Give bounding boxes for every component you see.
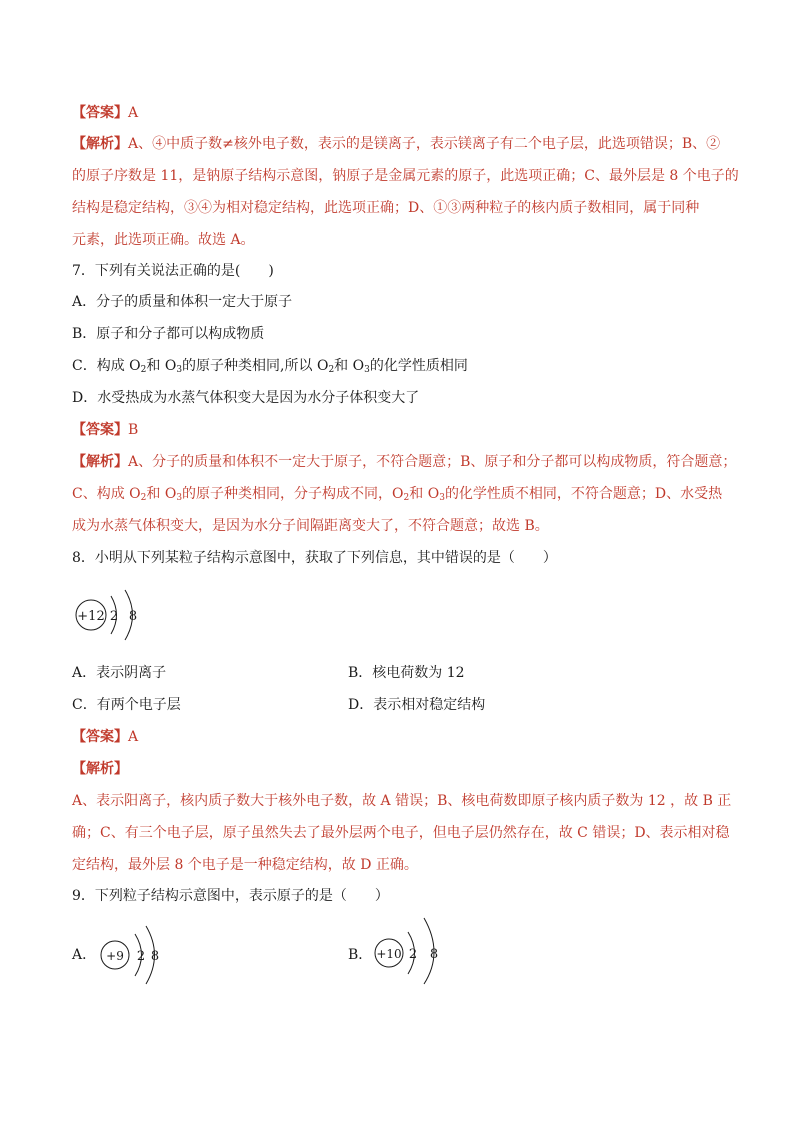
nucleus-charge: +10: [376, 947, 402, 961]
answer-tag: 【答案】: [72, 105, 128, 121]
nucleus-charge: +9: [106, 949, 124, 963]
shell-electron-count: 8: [429, 947, 439, 962]
subscript: 3: [176, 493, 183, 503]
text: 的原子种类相同，分子构成不同，O: [182, 486, 404, 502]
q6-analysis-line: 的原子序数是 11，是钠原子结构示意图，钠原子是金属元素的原子，此选项正确；C、最外层是 8 个电子的: [72, 168, 739, 184]
shell-electron-count: 2: [109, 609, 119, 624]
q7-stem: 7．下列有关说法正确的是( ): [72, 263, 274, 279]
subscript: 3: [439, 493, 445, 503]
q8-atom-structure-diagram: [72, 588, 152, 648]
analysis-text: A、④中质子数≠核外电子数，表示的是镁离子，表示镁离子有二个电子层，此选项错误；B、②: [128, 136, 721, 152]
answer-value: B: [128, 422, 139, 438]
q7-analysis-line: [72, 452, 737, 472]
analysis-tag: 【解析】: [72, 761, 128, 777]
q6-analysis-line: [72, 134, 732, 154]
q8-stem: 8．小明从下列某粒子结构示意图中，获取了下列信息，其中错误的是（ ）: [72, 550, 557, 566]
answer-value: A: [128, 105, 139, 121]
subscript: 2: [328, 365, 335, 375]
analysis-tag: 【解析】: [72, 136, 128, 152]
shell-electron-count: 8: [128, 609, 138, 624]
answer-value: A: [128, 729, 139, 745]
q9-option-b-label: B．: [348, 947, 373, 963]
q7-option-a: A．分子的质量和体积一定大于原子: [72, 294, 293, 310]
q6-analysis-line: 结构是稳定结构，③④为相对稳定结构，此选项正确；D、①③两种粒子的核内质子数相同，属于同种: [72, 200, 700, 216]
q9-option-a-diagram: [98, 922, 178, 986]
q7-analysis-line: [72, 484, 732, 504]
subscript: 3: [364, 365, 370, 375]
q8-analysis-tag-line: [72, 759, 732, 779]
text: C、构成 O: [72, 486, 141, 502]
q8-analysis-line: 确；C、有三个电子层，原子虽然失去了最外层两个电子，但电子层仍然存在，故 C 错误；D、表示相对稳: [72, 825, 730, 841]
subscript: 3: [176, 365, 183, 375]
text: C．构成 O: [72, 358, 141, 374]
q8-answer-line: [72, 727, 732, 747]
text: 和 O: [409, 486, 440, 502]
subscript: 2: [140, 493, 147, 503]
text: 的化学性质相同: [369, 358, 468, 374]
shell-electron-count: 2: [136, 949, 146, 964]
analysis-text: A、分子的质量和体积不一定大于原子，不符合题意；B、原子和分子都可以构成物质，符合题意；: [128, 454, 737, 470]
q7-option-c: [72, 356, 732, 376]
q9-option-b-diagram: [372, 916, 452, 986]
shell-electron-count: 2: [408, 947, 418, 962]
q7-option-d: D．水受热成为水蒸气体积变大是因为水分子体积变大了: [72, 390, 420, 406]
q8-analysis-line: A、表示阳离子，核内质子数大于核外电子数，故 A 错误；B、核电荷数即原子核内质子数为 12 ，故 B 正: [72, 793, 732, 809]
answer-tag: 【答案】: [72, 422, 128, 438]
answer-tag: 【答案】: [72, 729, 128, 745]
text: 的原子种类相同,所以 O: [182, 358, 329, 374]
text: 的化学性质不相同，不符合题意；D、水受热: [444, 486, 723, 502]
subscript: 2: [403, 493, 410, 503]
q9-stem: 9．下列粒子结构示意图中，表示原子的是（ ）: [72, 888, 389, 904]
shell-electron-count: 8: [150, 949, 160, 964]
q9-option-a-label: A．: [72, 947, 97, 963]
q6-answer-line: [72, 103, 732, 123]
text: 和 O: [146, 358, 177, 374]
subscript: 2: [140, 365, 147, 375]
analysis-tag: 【解析】: [72, 454, 128, 470]
q7-answer-line: [72, 420, 732, 440]
q6-analysis-line: 元素，此选项正确。故选 A。: [72, 232, 255, 248]
text: 和 O: [334, 358, 365, 374]
q8-analysis-line: 定结构，最外层 8 个电子是一种稳定结构，故 D 正确。: [72, 857, 418, 873]
nucleus-charge: +12: [77, 609, 105, 624]
q8-option-d: D．表示相对稳定结构: [348, 697, 486, 713]
q8-option-a: A．表示阴离子: [72, 665, 167, 681]
q8-option-c: C．有两个电子层: [72, 697, 181, 713]
q7-option-b: B．原子和分子都可以构成物质: [72, 326, 265, 342]
text: 和 O: [146, 486, 177, 502]
q8-option-b: B．核电荷数为 12: [348, 665, 465, 681]
q7-analysis-line: 成为水蒸气体积变大，是因为水分子间隔距离变大了，不符合题意；故选 B。: [72, 518, 549, 534]
